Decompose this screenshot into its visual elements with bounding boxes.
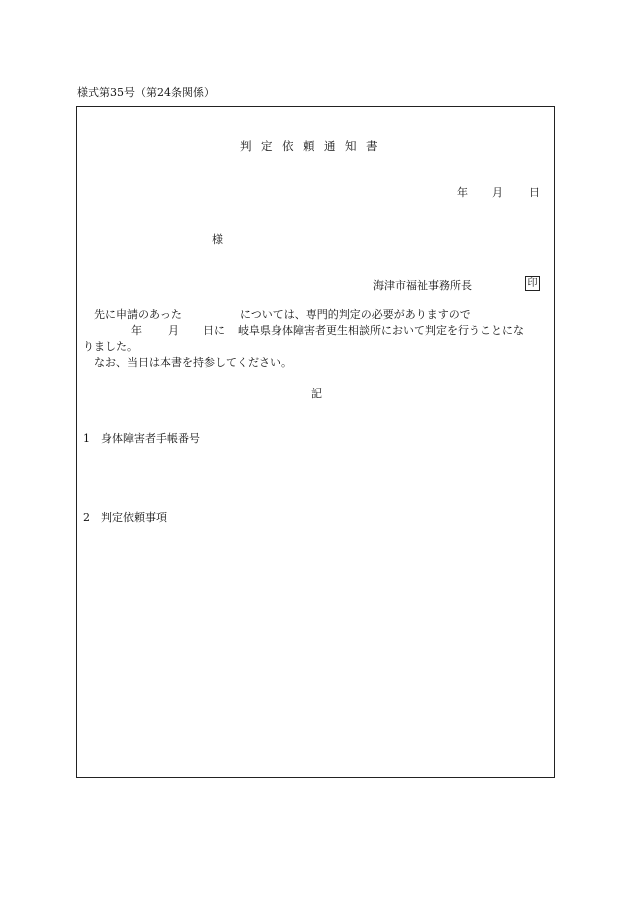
item-judgment-request: 2 判定依頼事項	[83, 511, 167, 524]
addressee-honorific: 様	[212, 233, 223, 246]
body-text-line1-b: については、専門的判定の必要がありますので	[240, 308, 471, 321]
item-handbook-number: 1 身体障害者手帳番号	[83, 432, 200, 445]
body-text-line3: りました。	[83, 340, 138, 353]
body-month-label: 月	[168, 324, 179, 337]
date-year-label: 年	[457, 186, 468, 199]
body-text-line4: なお、当日は本書を持参してください。	[94, 356, 292, 369]
body-text-line2: 岐阜県身体障害者更生相談所において判定を行うことにな	[238, 324, 524, 337]
body-text-line1-a: 先に申請のあった	[94, 308, 182, 321]
seal-mark: 印	[525, 276, 540, 291]
date-day-label: 日	[529, 186, 540, 199]
document-title: 判定依頼通知書	[240, 139, 387, 153]
form-number: 様式第35号（第24条関係）	[77, 86, 215, 99]
body-year-label: 年	[131, 324, 142, 337]
date-month-label: 月	[492, 186, 503, 199]
ki-heading: 記	[311, 387, 322, 400]
issuer-name: 海津市福祉事務所長	[373, 279, 472, 292]
body-day-label: 日に	[203, 324, 225, 337]
